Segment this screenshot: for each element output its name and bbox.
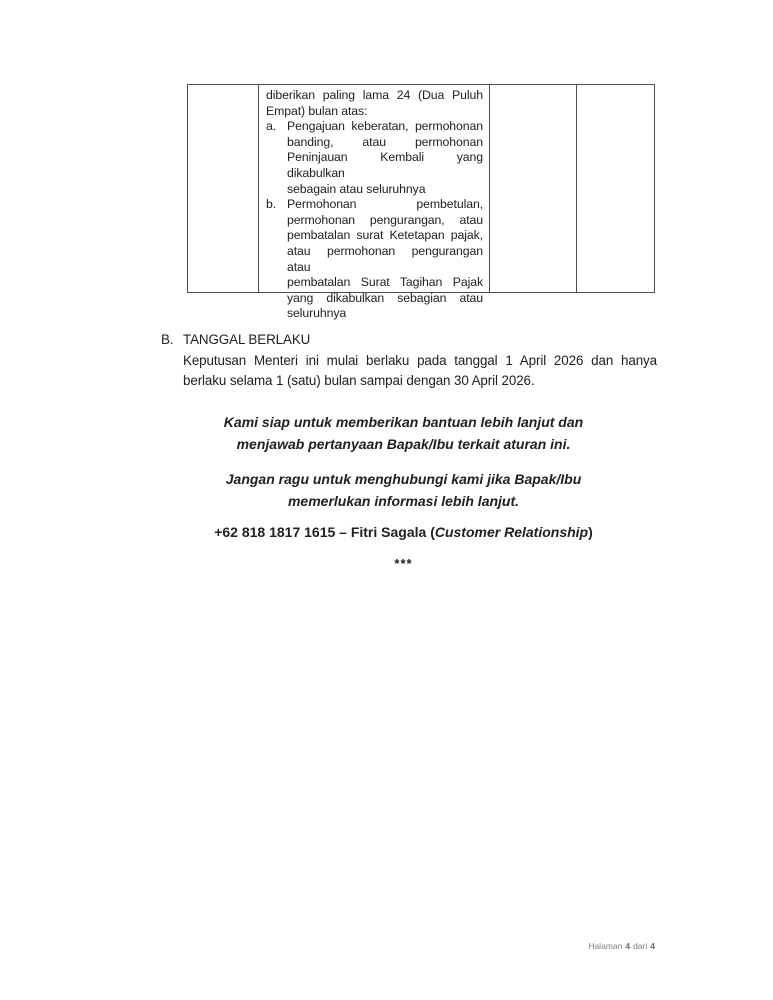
text-line: menjawab pertanyaan Bapak/Ibu terkait aturan ini. (236, 436, 571, 452)
list-marker-a: a. (266, 119, 277, 134)
footer-page-number: 4 (625, 941, 631, 951)
footer-of-label: dari (633, 941, 648, 951)
text-line: pembatalan Surat Tagihan Pajak (287, 275, 483, 290)
section-tanggal-berlaku (161, 330, 657, 392)
table-cell-empty-right (577, 85, 654, 292)
text-line: seluruhnya (287, 306, 347, 321)
end-separator: *** (394, 556, 413, 571)
contact-close-paren: ) (588, 524, 593, 540)
cell-intro-text (266, 88, 483, 119)
table-cell-empty-mid (490, 85, 577, 292)
closing-paragraph-1 (151, 411, 656, 455)
contact-phone-and-name: +62 818 1817 1615 – Fitri Sagala ( (214, 524, 435, 540)
section-heading (161, 330, 657, 351)
text-line: yang dikabulkan sebagian atau (287, 290, 483, 305)
text-line: Peninjauan Kembali yang dikabulkan (287, 150, 483, 180)
page-footer (588, 941, 655, 951)
section-title: TANGGAL BERLAKU (183, 332, 311, 347)
text-line: diberikan paling lama 24 (Dua Puluh (266, 88, 483, 102)
closing-paragraph-2 (151, 468, 656, 512)
tax-provisions-table (187, 84, 655, 321)
section-body-text (183, 351, 657, 392)
text-line: Jangan ragu untuk menghubungi kami jika Bapak/Ibu (225, 471, 582, 487)
text-line: Empat) bulan atas: (266, 103, 368, 118)
text-line: Keputusan Menteri ini mulai berlaku pada tanggal 1 April 2026 dan hanya (183, 352, 657, 368)
text-line: permohonan pengurangan, atau (287, 212, 483, 227)
list-item-a-text (287, 119, 483, 197)
list-item-a (266, 119, 483, 197)
text-line: Permohonan pembetulan, (287, 197, 483, 212)
text-line: berlaku selama 1 (satu) bulan sampai dengan 30 April 2026. (183, 373, 535, 389)
list-marker-b: b. (266, 197, 277, 212)
footer-total-pages: 4 (650, 941, 655, 951)
text-line: atau permohonan pengurangan atau (287, 243, 483, 274)
list-item-b-text (287, 197, 483, 322)
list-item-b (266, 197, 483, 322)
footer-label: Halaman (588, 941, 623, 951)
contact-line (151, 521, 656, 543)
text-line: pembatalan surat Ketetapan pajak, (287, 228, 483, 243)
text-line: Pengajuan keberatan, permohonan (287, 119, 483, 134)
contact-role: Customer Relationship (434, 524, 589, 540)
text-line: memerlukan informasi lebih lanjut. (287, 493, 520, 509)
section-marker: B. (161, 332, 174, 347)
text-line: Kami siap untuk memberikan bantuan lebih lanjut dan (223, 414, 584, 430)
text-line: banding, atau permohonan (287, 134, 483, 149)
text-line: sebagain atau seluruhnya (287, 181, 426, 196)
table-cell-description (259, 85, 490, 321)
table-cell-empty-left (188, 85, 259, 292)
